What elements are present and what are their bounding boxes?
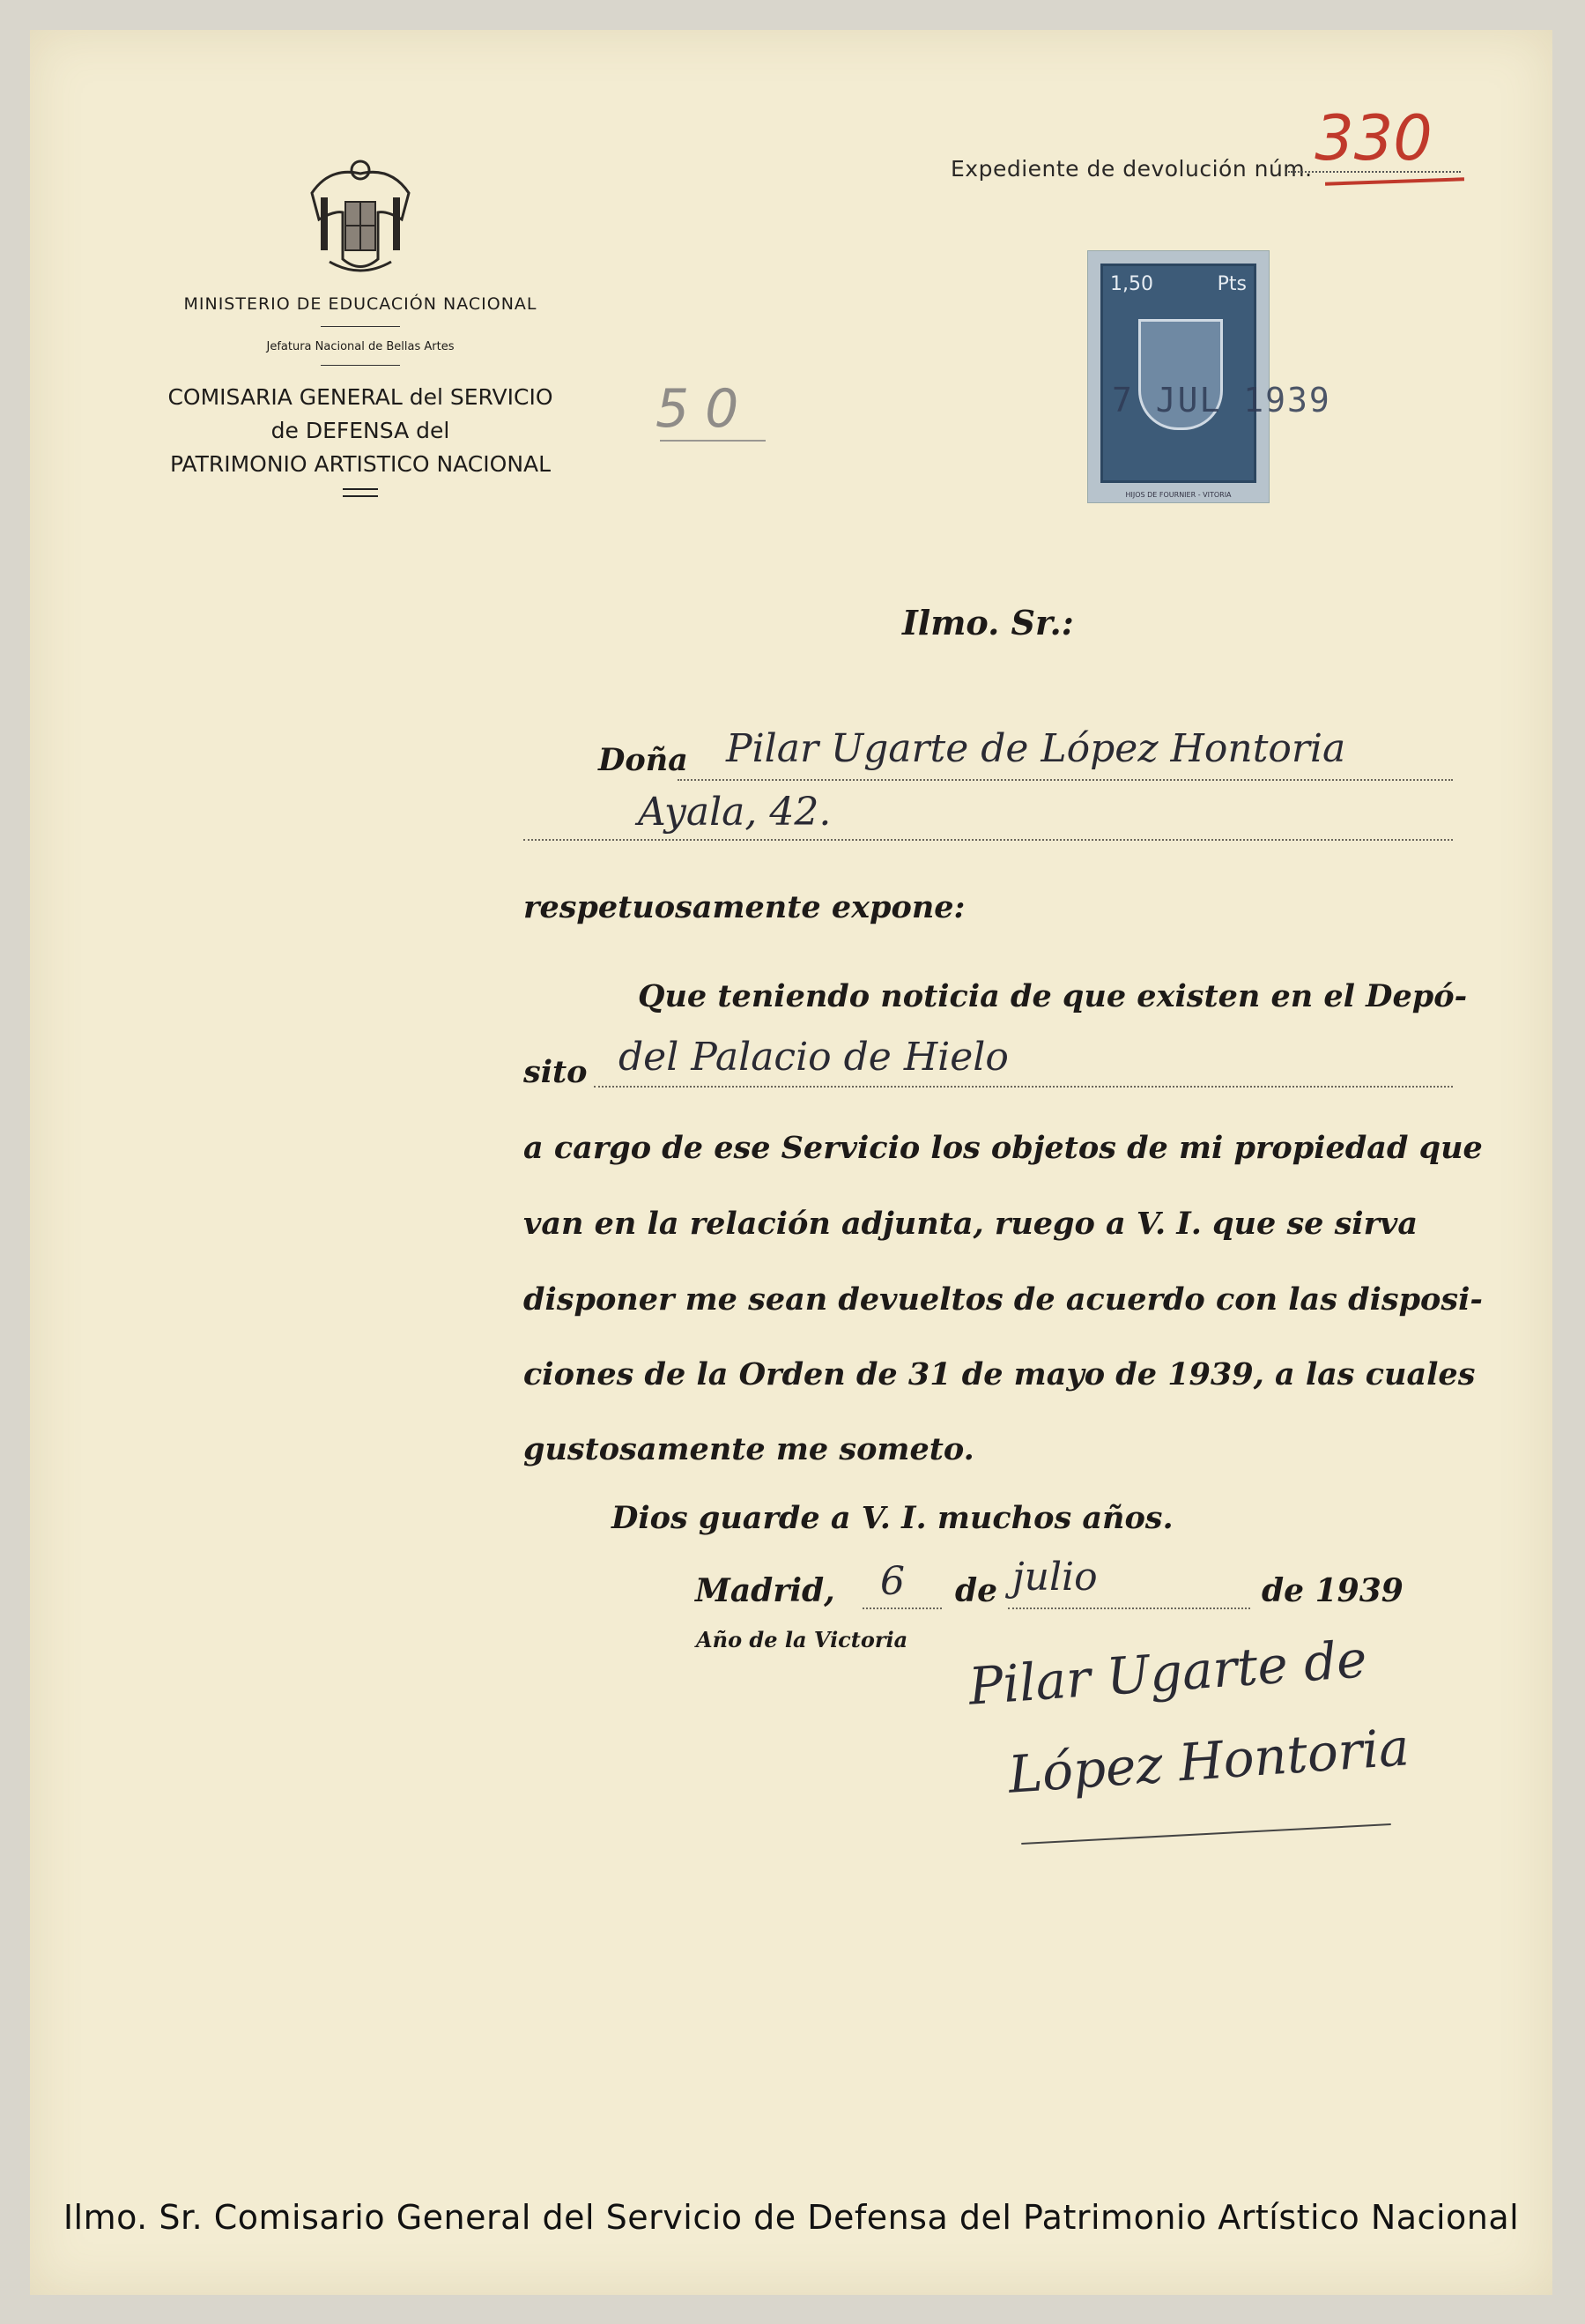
expediente-number: 330	[1315, 102, 1433, 174]
double-rule-divider	[343, 488, 378, 497]
document-sheet	[30, 30, 1552, 2295]
paragraph-line-5: disponer me sean devueltos de acuerdo con las disposi-	[523, 1281, 1483, 1318]
paragraph-line-1: Que teniendo noticia de que existen en el Depó-	[638, 978, 1468, 1014]
signature-flourish	[1021, 1823, 1391, 1845]
comisaria-line-1: COMISARIA GENERAL del SERVICIO	[167, 384, 553, 410]
applicant-name: Pilar Ugarte de López Hontoria	[726, 726, 1346, 771]
stamp-frame	[1100, 264, 1256, 483]
coat-of-arms-icon	[303, 158, 418, 281]
day-line	[863, 1607, 942, 1609]
date-de: de	[955, 1572, 998, 1609]
paragraph-line-4: van en la relación adjunta, ruego a V. I. que se sirva	[523, 1206, 1418, 1242]
stamp-value: 1,50	[1110, 273, 1153, 295]
sito-label: sito	[523, 1054, 588, 1090]
revenue-stamp	[1087, 250, 1270, 503]
divider	[321, 326, 400, 327]
salutation: Ilmo. Sr.:	[902, 603, 1074, 642]
signature-line-2: López Hontoria	[1006, 1717, 1411, 1805]
pencil-underline	[660, 440, 766, 442]
deposit-line	[594, 1086, 1453, 1088]
closing-formula: Dios guarde a V. I. muchos años.	[611, 1500, 1174, 1536]
deposit-place: del Palacio de Hielo	[618, 1035, 1009, 1080]
city: Madrid,	[695, 1572, 835, 1609]
applicant-address: Ayala, 42.	[638, 790, 832, 835]
date-year: de 1939	[1262, 1572, 1404, 1609]
comisaria-line-3: PATRIMONIO ARTISTICO NACIONAL	[169, 451, 552, 477]
signature-line-1: Pilar Ugarte de	[967, 1629, 1369, 1717]
expediente-label: Expediente de devolución núm.	[951, 156, 1313, 182]
addressee-footer: Ilmo. Sr. Comisario General del Servicio de Defensa del Patrimonio Artístico Nacional	[63, 2198, 1520, 2237]
pencil-note: 50	[655, 378, 755, 440]
date-day: 6	[880, 1559, 905, 1604]
paragraph-line-3: a cargo de ese Servicio los objetos de mi propiedad que	[523, 1130, 1483, 1166]
paragraph-line-7: gustosamente me someto.	[523, 1431, 974, 1467]
paragraph-line-6: ciones de la Orden de 31 de mayo de 1939, a las cuales	[523, 1356, 1476, 1392]
expediente-red-underline	[1325, 177, 1464, 186]
name-line	[678, 779, 1453, 781]
date-month: julio	[1012, 1555, 1098, 1600]
address-line	[523, 839, 1453, 841]
stamp-printer: HIJOS DE FOURNIER - VITORIA	[1125, 491, 1232, 499]
stamp-currency: Pts	[1217, 273, 1247, 295]
comisaria-line-2: de DEFENSA del	[270, 418, 450, 443]
comisaria-heading	[118, 381, 603, 481]
ano-victoria: Año de la Victoria	[696, 1627, 908, 1652]
dona-label: Doña	[598, 742, 688, 778]
postmark: 7 JUL 1939	[1112, 381, 1331, 420]
ministry-title: MINISTERIO DE EDUCACIÓN NACIONAL	[183, 294, 537, 314]
month-line	[1008, 1607, 1250, 1609]
divider	[321, 365, 400, 366]
expone-label: respetuosamente expone:	[523, 889, 966, 925]
jefatura-subtitle: Jefatura Nacional de Bellas Artes	[266, 340, 455, 353]
